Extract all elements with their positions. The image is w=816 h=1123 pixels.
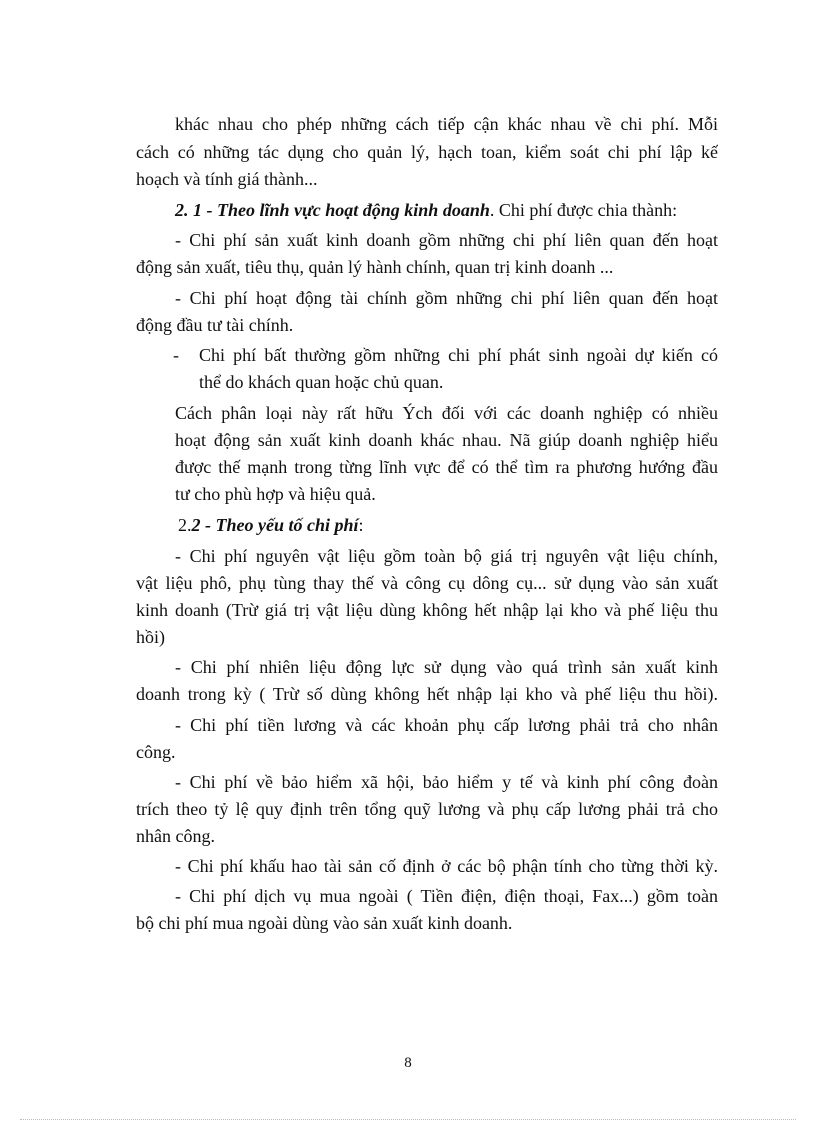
body-line: vật liệu phô, phụ tùng thay thế và công cụ dông cụ... sử dụng vào sản xuất xyxy=(136,573,718,593)
body-line: Cách phân loại này rất hữu Ých đối với các doanh nghiệp có nhiều xyxy=(175,403,718,423)
body-line: Chi phí bất thường gồm những chi phí phát sinh ngoài dự kiến có xyxy=(199,345,718,365)
bullet-marker: - xyxy=(173,345,179,365)
body-line: doanh trong kỳ ( Trừ số dùng không hết nhập lại kho và phế liệu thu hồi). xyxy=(136,684,718,704)
body-line: - Chi phí tiền lương và các khoản phụ cấp lương phải trả cho nhân xyxy=(175,715,718,735)
body-line: động đầu tư tài chính. xyxy=(136,315,294,335)
section-heading xyxy=(175,199,816,221)
body-line: - Chi phí nguyên vật liệu gồm toàn bộ giá trị nguyên vật liệu chính, xyxy=(175,546,718,566)
body-line: công. xyxy=(136,742,176,762)
body-line: - Chi phí nhiên liệu động lực sử dụng vào quá trình sản xuất kinh xyxy=(175,657,718,677)
body-line: bộ chi phí mua ngoài dùng vào sản xuất kinh doanh. xyxy=(136,913,513,933)
body-line: - Chi phí hoạt động tài chính gồm những chi phí liên quan đến hoạt xyxy=(175,288,718,308)
section-heading-title: 2. 1 - Theo lĩnh vực hoạt động kinh doanh xyxy=(175,200,490,220)
body-line: hồi) xyxy=(136,627,165,647)
body-line: hoạt động sản xuất kinh doanh khác nhau. Nã giúp doanh nghiệp hiểu xyxy=(175,430,718,450)
body-line: được thế mạnh trong từng lĩnh vực để có thể tìm ra phương hướng đầu xyxy=(175,457,718,477)
section-heading-rest: . Chi phí được chia thành: xyxy=(489,200,678,220)
body-line: nhân công. xyxy=(136,826,215,846)
page-number: 8 xyxy=(404,1055,412,1071)
section-heading xyxy=(178,514,816,536)
page-bottom-divider xyxy=(20,1119,796,1120)
body-line: hoạch và tính giá thành... xyxy=(136,169,318,189)
body-line: động sản xuất, tiêu thụ, quản lý hành chính, quan trị kinh doanh ... xyxy=(136,257,614,277)
body-line: - Chi phí về bảo hiểm xã hội, bảo hiểm y tế và kinh phí công đoàn xyxy=(175,772,718,792)
body-line: tư cho phù hợp và hiệu quả. xyxy=(175,484,376,504)
section-heading-rest: : xyxy=(358,515,364,535)
body-line: thể do khách quan hoặc chủ quan. xyxy=(199,372,444,392)
body-line: kinh doanh (Trừ giá trị vật liệu dùng không hết nhập lại kho và phế liệu thu xyxy=(136,600,718,620)
body-line: - Chi phí dịch vụ mua ngoài ( Tiền điện, điện thoại, Fax...) gồm toàn xyxy=(175,886,718,906)
body-line: - Chi phí sản xuất kinh doanh gồm những chi phí liên quan đến hoạt xyxy=(175,230,718,250)
body-line: khác nhau cho phép những cách tiếp cận khác nhau về chi phí. Mỗi xyxy=(175,114,718,134)
section-heading-title: 2 - Theo yếu tố chi phí xyxy=(191,515,359,535)
body-line: trích theo tỷ lệ quy định trên tổng quỹ lương và phụ cấp lương phải trả cho xyxy=(136,799,718,819)
body-line: cách có những tác dụng cho quản lý, hạch toan, kiểm soát chi phí lập kế xyxy=(136,142,718,162)
section-heading-prefix: 2. xyxy=(178,515,192,535)
body-line: - Chi phí khấu hao tài sản cố định ở các bộ phận tính cho từng thời kỳ. xyxy=(175,856,718,876)
